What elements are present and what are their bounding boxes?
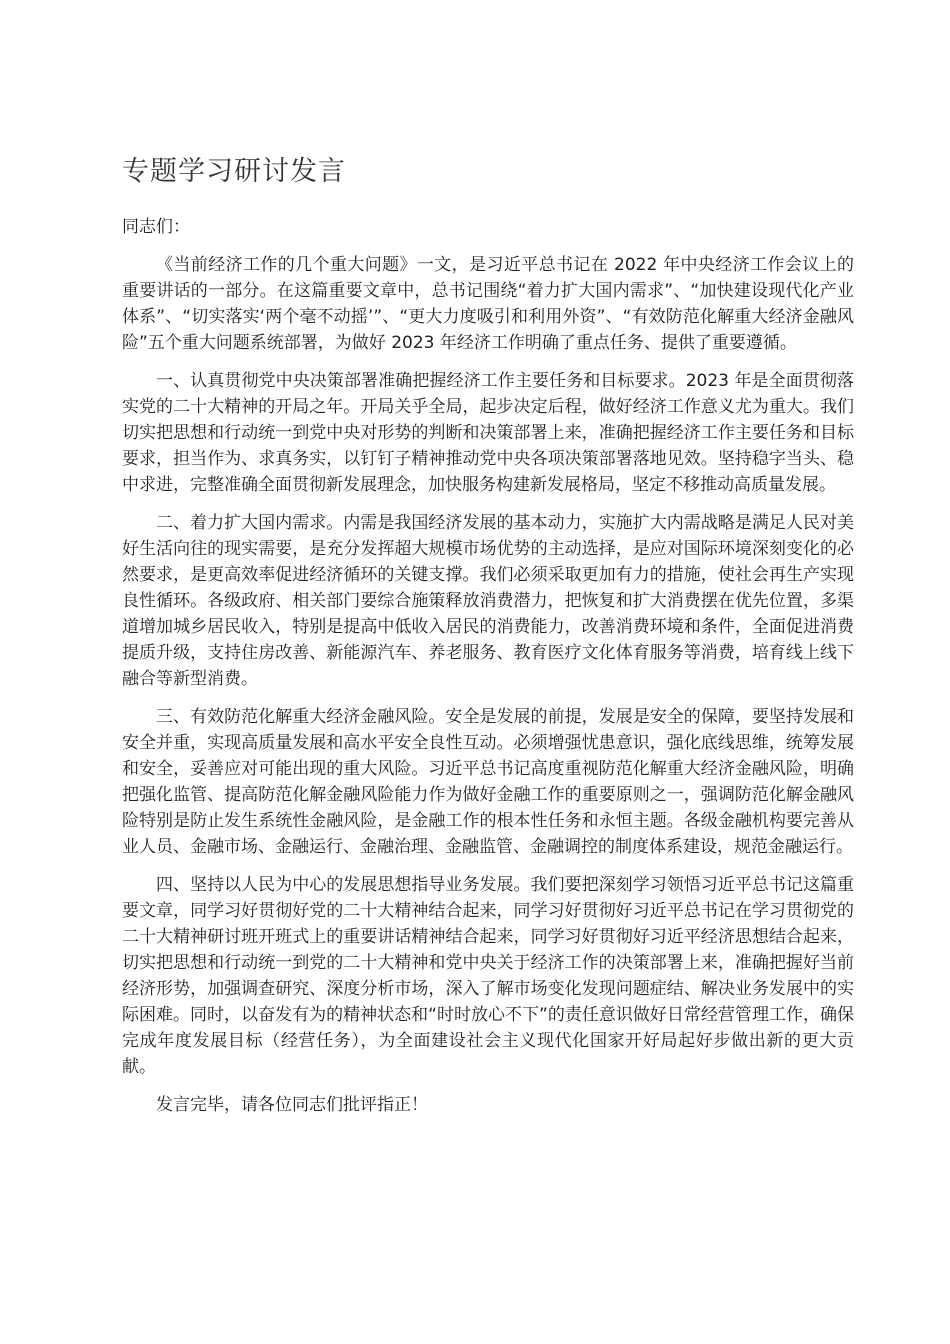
paragraph-section-2: 二、着力扩大国内需求。内需是我国经济发展的基本动力，实施扩大内需战略是满足人民对美好生活向往的现实需要，是充分发挥超大规模市场优势的主动选择，是应对国际环境深刻变化的必然要求，是更高效率促进经济循环的关键支撑。我们必须采取更加有力的措施，使社会再生产实现良性循环。各级政府、相关部门要综合施策释放消费潜力，把恢复和扩大消费摆在优先位置，多渠道增加城乡居民收入，特别是提高中低收入居民的消费能力，改善消费环境和条件，全面促进消费提质升级，支持住房改善、新能源汽车、养老服务、教育医疗文化体育服务等消费，培育线上线下融合等新型消费。 xyxy=(122,513,854,689)
paragraph-section-3: 三、有效防范化解重大经济金融风险。安全是发展的前提，发展是安全的保障，要坚持发展和安全并重，实现高质量发展和高水平安全良性互动。必须增强忧患意识，强化底线思维，统筹发展和安全，妥善应对可能出现的重大风险。习近平总书记高度重视防范化解重大经济金融风险，明确把强化监管、提高防范化解金融风险能力作为做好金融工作的重要原则之一，强调防范化解金融风险特别是防止发生系统性金融风险，是金融工作的根本性任务和永恒主题。各级金融机构要完善从业人员、金融市场、金融运行、金融治理、金融监管、金融调控的制度体系建设，规范金融运行。 xyxy=(122,707,854,857)
document-title: 专题学习研讨发言 xyxy=(122,156,346,187)
closing-remark: 发言完毕，请各位同志们批评指正！ xyxy=(156,1095,428,1115)
document-page xyxy=(122,152,854,1118)
paragraph-section-4: 四、坚持以人民为中心的发展思想指导业务发展。我们要把深刻学习领悟习近平总书记这篇重要文章，同学习好贯彻好党的二十大精神结合起来，同学习好贯彻好习近平总书记在学习贯彻党的二十大精神研讨班开班式上的重要讲话精神结合起来，同学习好贯彻好习近平经济思想结合起来，切实把思想和行动统一到党的二十大精神和党中央关于经济工作的决策部署上来，准确把握好当前经济形势，加强调查研究、深度分析市场，深入了解市场变化发现问题症结、解决业务发展中的实际困难。同时，以奋发有为的精神状态和“时时放心不下”的责任意识做好日常经营管理工作，确保完成年度发展目标（经营任务），为全面建设社会主义现代化国家开好局起好步做出新的更大贡献。 xyxy=(122,875,854,1077)
paragraph-intro: 《当前经济工作的几个重大问题》一文，是习近平总书记在 2022 年中央经济工作会议上的重要讲话的一部分。在这篇重要文章中，总书记围绕“着力扩大国内需求”、“加快建设现代化产业体系”、“切实落实‘两个毫不动摇’”、“更大力度吸引和利用外资”、“有效防范化解重大经济金融风险”五个重大问题系统部署，为做好 2023 年经济工作明确了重点任务、提供了重要遵循。 xyxy=(122,255,854,353)
salutation: 同志们： xyxy=(122,217,190,237)
paragraph-section-1: 一、认真贯彻党中央决策部署准确把握经济工作主要任务和目标要求。2023 年是全面贯彻落实党的二十大精神的开局之年。开局关乎全局，起步决定后程，做好经济工作意义尤为重大。我们切实把思想和行动统一到党中央对形势的判断和决策部署上来，准确把握经济工作主要任务和目标要求，担当作为、求真务实，以钉钉子精神推动党中央各项决策部署落地见效。坚持稳字当头、稳中求进，完整准确全面贯彻新发展理念，加快服务构建新发展格局，坚定不移推动高质量发展。 xyxy=(122,371,854,495)
